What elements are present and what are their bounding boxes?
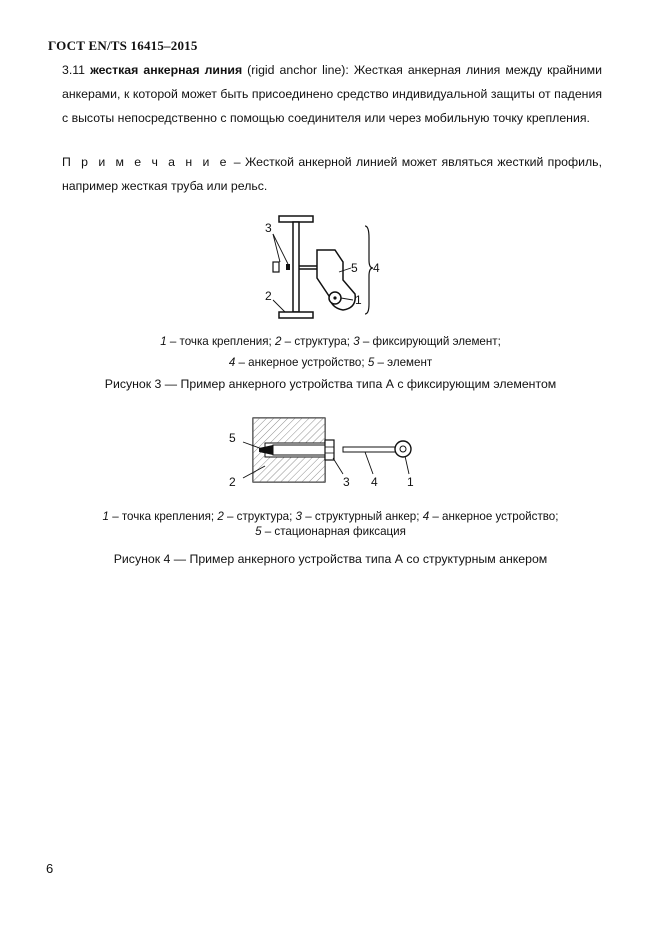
page-number: 6 [46,861,54,876]
fig4-label-5: 5 [229,431,236,445]
fig3-label-2: 2 [265,289,272,303]
figure-4-legend-line-2: 5 – стационарная фиксация [255,525,406,538]
fig3-label-5: 5 [351,261,358,275]
fig4-label-3: 3 [343,475,350,489]
structural-anchor [273,445,325,455]
ibeam-web [293,222,299,312]
ibeam-bottom-flange [279,312,313,318]
fig4-label-4: 4 [371,475,378,489]
note-text: – Жесткой анкерной линией может являться жесткий профиль, например жесткая труба или рельс. [62,155,602,193]
section-term-en: (rigid anchor line): [247,63,349,77]
fixing-element [273,262,279,272]
document-header: ГОСТ EN/TS 16415–2015 [48,38,198,53]
section-definition: Жесткая анкерная линия между крайними анкерами, к которой может быть присоединено средство индивидуальной защиты от падения с высоты непосредственно с помощью соединителя или через мобильную точку крепления. [62,63,602,125]
figure-3-caption: Рисунок 3 — Пример анкерного устройства типа А с фиксирующим элементом [104,377,557,391]
fig4-label-1: 1 [407,475,414,489]
fig3-label-1: 1 [355,293,362,307]
ibeam-top-flange [279,216,313,222]
figure-3-legend-line-2: 4 – анкерное устройство; 5 – элемент [228,356,433,369]
note-label: П р и м е ч а н и е [62,155,230,169]
fig3-label-3: 3 [265,221,272,235]
note-paragraph [62,150,602,198]
section-number: 3.11 [62,63,86,77]
figure-3-legend-line-1: 1 – точка крепления; 2 – структура; 3 – фиксирующий элемент; [160,335,501,348]
figure-4-legend-line-1: 1 – точка крепления; 2 – структура; 3 – структурный анкер; 4 – анкерное устройство; [102,510,559,523]
brace-4 [365,226,373,314]
figure-3-drawing [255,208,395,328]
section-term: жесткая анкерная линия [90,63,243,77]
figure-4-caption: Рисунок 4 — Пример анкерного устройства типа А со структурным анкером [113,552,548,566]
section-3-11 [62,58,602,130]
figure-4-drawing [225,410,425,495]
fig3-label-4: 4 [373,261,380,275]
fig4-label-2: 2 [229,475,236,489]
anchor-device-rod [343,447,398,452]
